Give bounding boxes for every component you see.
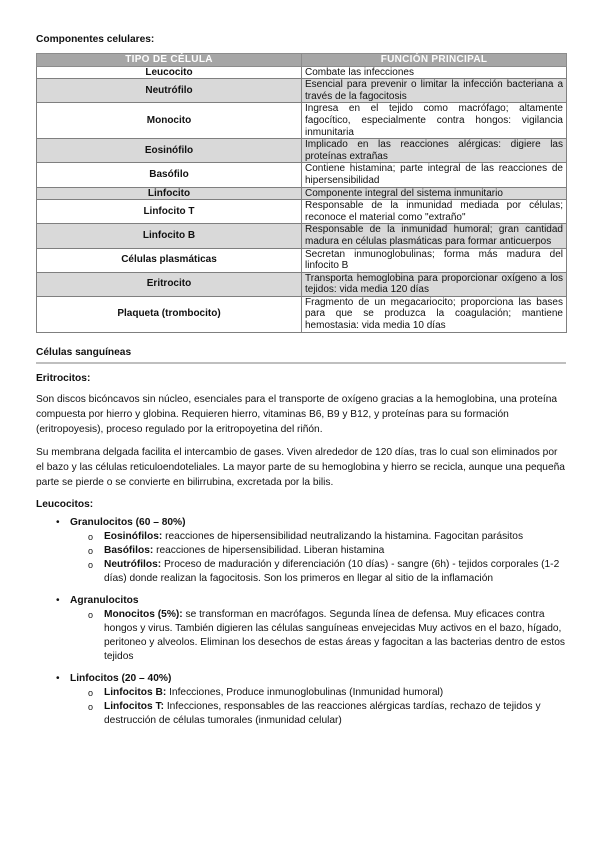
- cell-function: Transporta hemoglobina para proporcionar oxígeno a los tejidos: vida media 120 días: [302, 272, 567, 296]
- cell-type: Basófilo: [37, 163, 302, 187]
- sub-list: [70, 608, 566, 664]
- item-term: Linfocitos B:: [104, 686, 167, 698]
- heading-eritrocitos: Eritrocitos:: [36, 372, 91, 384]
- column-header-type: TIPO DE CÉLULA: [37, 54, 302, 67]
- circle-bullet-icon: o: [88, 545, 94, 556]
- item-term: Eosinófilos:: [104, 530, 163, 542]
- list-item: [88, 608, 566, 664]
- section-title-celulas-sanguineas: Células sanguíneas: [36, 347, 566, 364]
- cell-type: Linfocito: [37, 187, 302, 200]
- cell-function: Fragmento de un megacariocito; proporciona las bases para que se produzca la coagulación; mantiene hemostasia: vida media 10 días: [302, 296, 567, 332]
- cell-function: Ingresa en el tejido como macrófago; altamente fagocítico, especialmente contra hongos: vigilancia inmunitaria: [302, 103, 567, 139]
- sub-list: [70, 686, 566, 728]
- cell-type: Leucocito: [37, 66, 302, 79]
- cell-type: Eosinófilo: [37, 139, 302, 163]
- cell-function: Implicado en las reacciones alérgicas: digiere las proteínas extrañas: [302, 139, 567, 163]
- circle-bullet-icon: o: [88, 609, 94, 620]
- cell-function: Componente integral del sistema inmunitario: [302, 187, 567, 200]
- list-item-granulocitos: [56, 516, 566, 586]
- cell-types-table: [36, 53, 567, 333]
- item-text: se transforman en macrófagos. Segunda línea de defensa. Muy eficaces contra hongos y virus. También digieren las células sanguíneas envejecidas Muy activos en el bazo, hígado, peritoneo y alveolos. Eliminan los desechos de estas áreas y fagocitan a las bacterias dentro de estos tejidos: [104, 608, 565, 662]
- bullet-icon: •: [56, 516, 60, 528]
- table-row: [37, 163, 567, 187]
- table-row: [37, 224, 567, 248]
- cell-function: Contiene histamina; parte integral de las reacciones de hipersensibilidad: [302, 163, 567, 187]
- list-item-linfocitos: [56, 672, 566, 728]
- table-row: [37, 296, 567, 332]
- list-item: [88, 686, 566, 700]
- cell-type: Células plasmáticas: [37, 248, 302, 272]
- cell-type: Monocito: [37, 103, 302, 139]
- column-header-function: FUNCIÓN PRINCIPAL: [302, 54, 567, 67]
- group-label: Agranulocitos: [70, 594, 139, 606]
- table-row: [37, 139, 567, 163]
- list-item: [88, 544, 566, 558]
- bullet-icon: •: [56, 594, 60, 606]
- cell-type: Linfocito B: [37, 224, 302, 248]
- list-item: [88, 530, 566, 544]
- item-text: Infecciones, Produce inmunoglobulinas (Inmunidad humoral): [166, 686, 444, 698]
- table-row: [37, 103, 567, 139]
- item-term: Neutrófilos:: [104, 558, 162, 570]
- table-row: [37, 187, 567, 200]
- sub-list: [70, 530, 566, 586]
- list-item-agranulocitos: [56, 594, 566, 664]
- list-item: [88, 700, 566, 728]
- circle-bullet-icon: o: [88, 701, 94, 712]
- heading-leucocitos: Leucocitos:: [36, 498, 94, 510]
- cell-function: Responsable de la inmunidad mediada por células; reconoce el material como "extraño": [302, 200, 567, 224]
- item-text: reacciones de hipersensibilidad. Liberan histamina: [153, 544, 385, 556]
- circle-bullet-icon: o: [88, 559, 94, 570]
- paragraph-eritrocitos-1: Son discos bicóncavos sin núcleo, esenciales para el transporte de oxígeno gracias a la hemoglobina, una proteína compuesta por hierro y globina. Requieren hierro, vitaminas B6, B9 y B12, y proteínas para su formación (eritropoyesis), proceso regulado por la eritropoyetina del riñón.: [36, 393, 558, 435]
- leucocitos-list: [36, 516, 566, 728]
- document-page: [36, 34, 566, 736]
- table-row: [37, 79, 567, 103]
- bullet-icon: •: [56, 672, 60, 684]
- circle-bullet-icon: o: [88, 687, 94, 698]
- table-row: [37, 248, 567, 272]
- item-text: Proceso de maduración y diferenciación (10 días) - sangre (6h) - tejidos corporales (1-2 días) donde realizan la fagocitosis. Son los primeros en llegar al sitio de la inflamación: [104, 558, 560, 584]
- item-term: Basófilos:: [104, 544, 154, 556]
- table-row: [37, 66, 567, 79]
- table-header-row: [37, 54, 567, 67]
- paragraph-eritrocitos-2: Su membrana delgada facilita el intercambio de gases. Viven alrededor de 120 días, tras lo cual son eliminados por el bazo y las células reticuloendoteliales. La mayor parte de su hemoglobina y hierro se recicla, aunque una pequeña parte se pierde o se convierte en bilirrubina, excretada por la bilis.: [36, 446, 565, 488]
- table-row: [37, 200, 567, 224]
- item-term: Monocitos (5%):: [104, 608, 183, 620]
- cell-function: Secretan inmunoglobulinas; forma más madura del linfocito B: [302, 248, 567, 272]
- item-text: Infecciones, responsables de las reacciones alérgicas tardías, rechazo de tejidos y destrucción de células tumorales (inmunidad celular): [104, 700, 541, 726]
- table-row: [37, 272, 567, 296]
- item-text: reacciones de hipersensibilidad neutralizando la histamina. Fagocitan parásitos: [162, 530, 524, 542]
- section-title-componentes: Componentes celulares:: [36, 34, 155, 45]
- cell-type: Eritrocito: [37, 272, 302, 296]
- cell-type: Plaqueta (trombocito): [37, 296, 302, 332]
- item-term: Linfocitos T:: [104, 700, 164, 712]
- group-label: Granulocitos (60 – 80%): [70, 516, 186, 528]
- cell-function: Combate las infecciones: [302, 66, 567, 79]
- group-label: Linfocitos (20 – 40%): [70, 672, 172, 684]
- cell-function: Esencial para prevenir o limitar la infección bacteriana a través de la fagocitosis: [302, 79, 567, 103]
- list-item: [88, 558, 566, 586]
- circle-bullet-icon: o: [88, 531, 94, 542]
- cell-function: Responsable de la inmunidad humoral; gran cantidad madura en células plasmáticas para formar anticuerpos: [302, 224, 567, 248]
- cell-type: Linfocito T: [37, 200, 302, 224]
- cell-type: Neutrófilo: [37, 79, 302, 103]
